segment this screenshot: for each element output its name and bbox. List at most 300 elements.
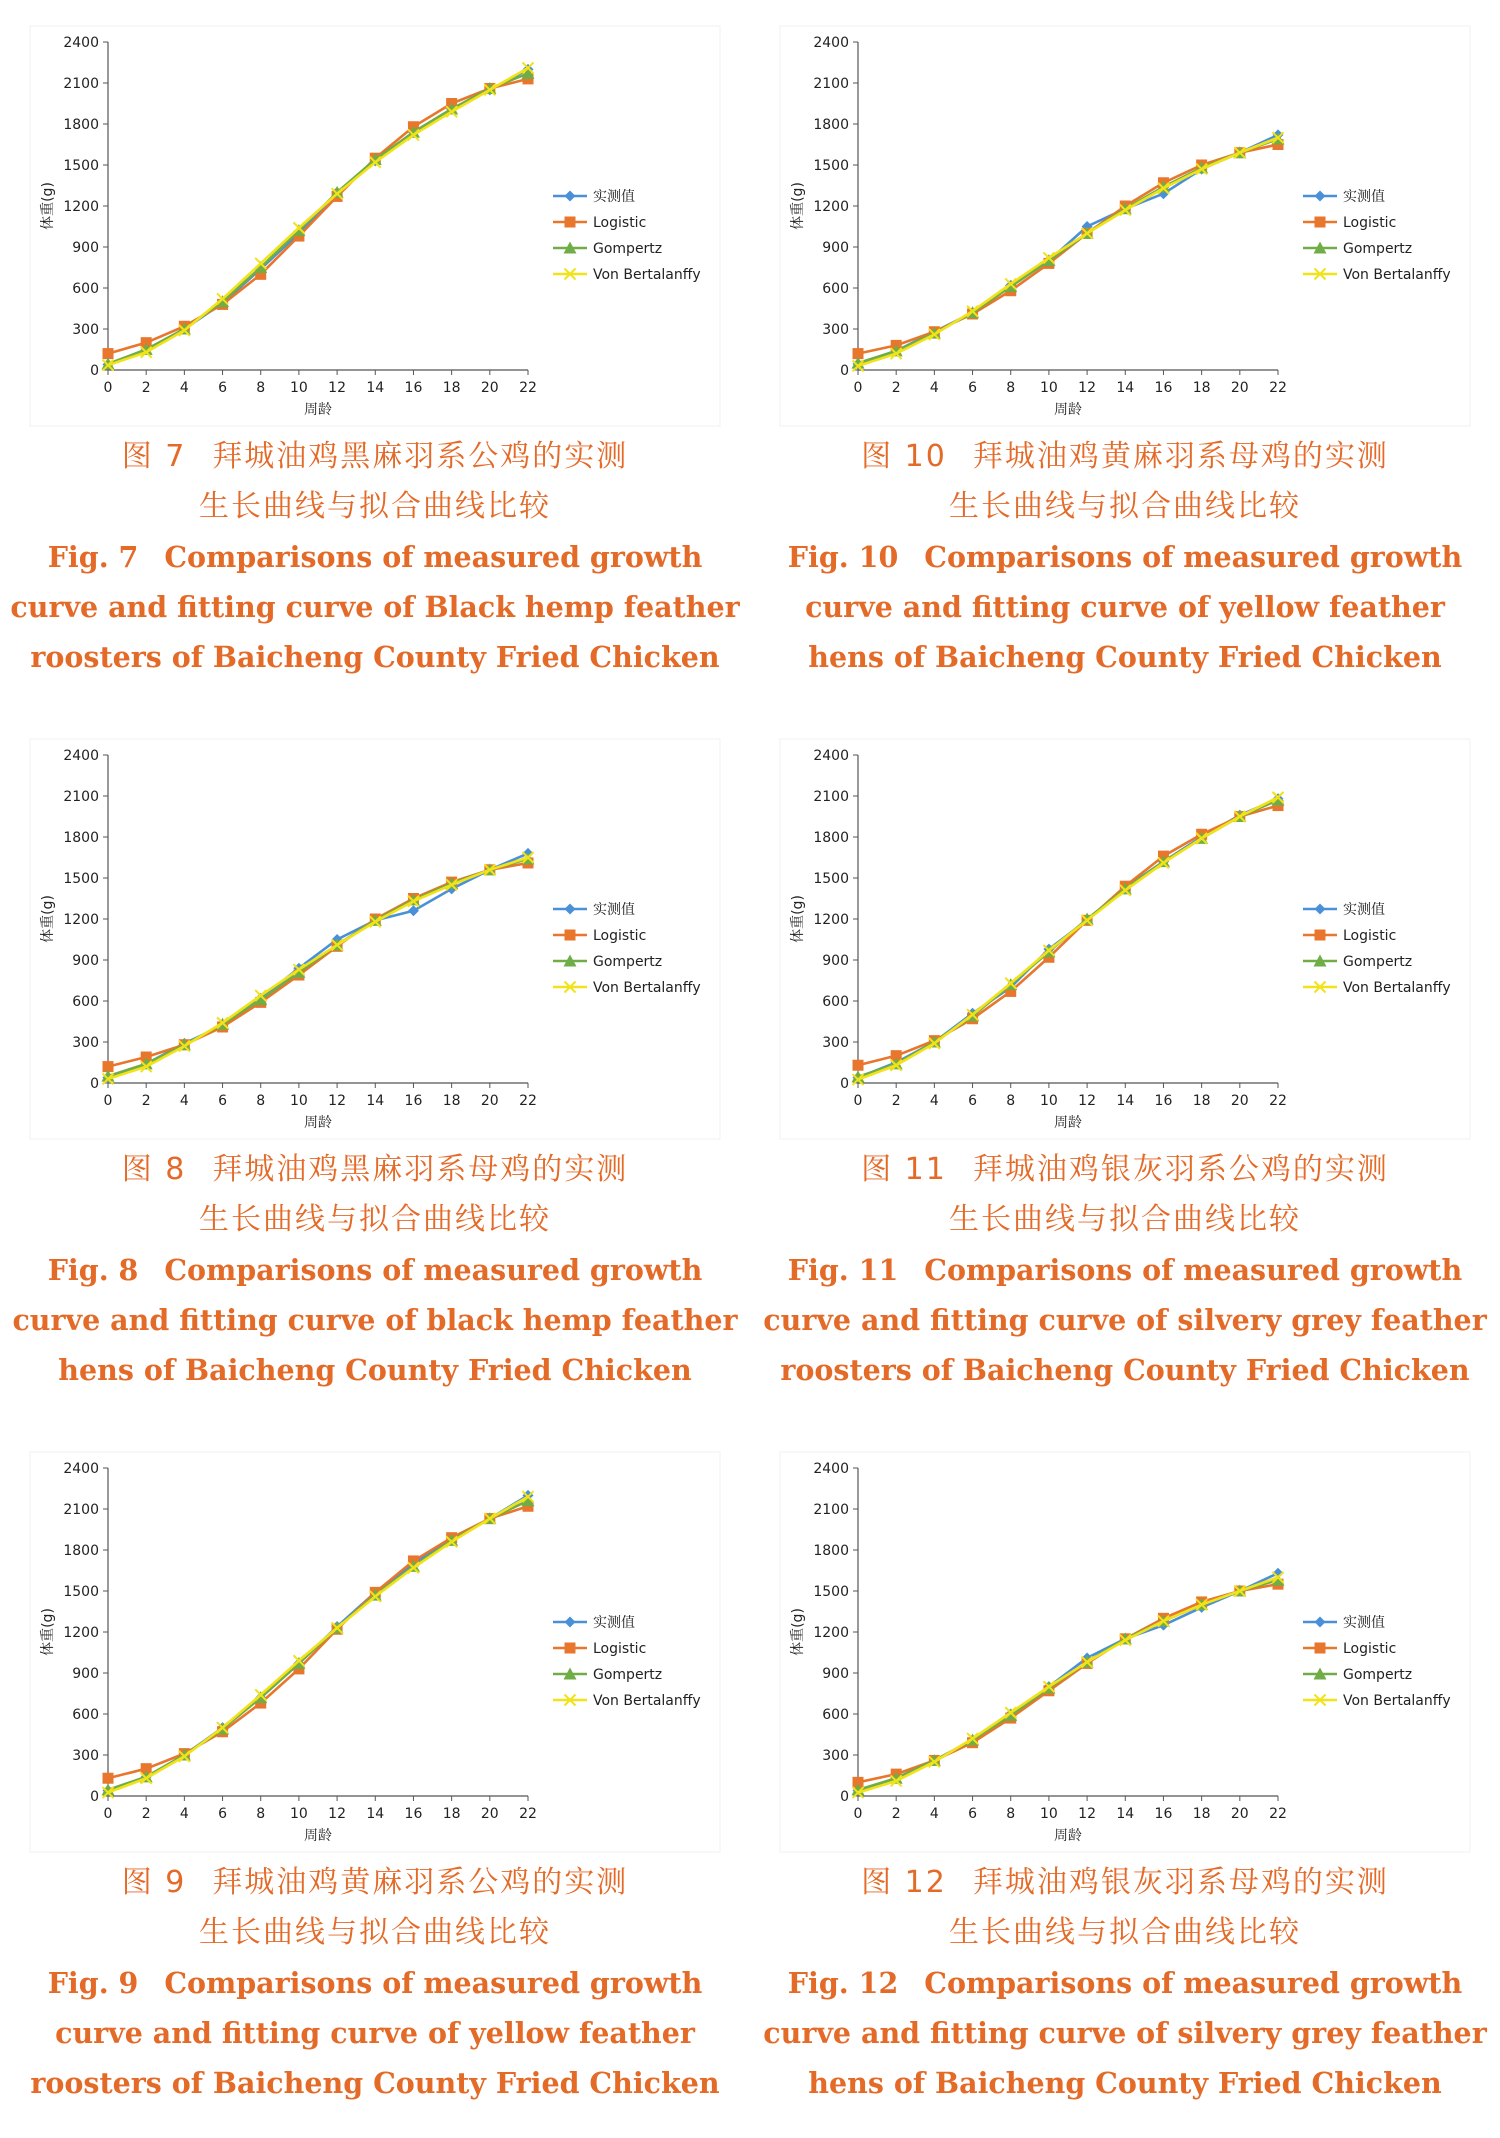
series-line: [858, 145, 1278, 354]
series-group: [103, 73, 534, 359]
growth-chart-fig7: [0, 0, 750, 432]
caption-en-line1: [0, 1958, 750, 2008]
x-axis-label: 周龄: [304, 1828, 332, 1844]
legend-label: Logistic: [1343, 1641, 1397, 1657]
caption-fig9: [0, 1858, 750, 2108]
y-axis-label: 体重(g): [790, 1608, 806, 1656]
legend-marker: [565, 1617, 576, 1628]
series-line: [108, 863, 528, 1067]
x-tick-label: 8: [1006, 1093, 1016, 1109]
caption-en-line1: [750, 532, 1500, 582]
legend-label: Logistic: [1343, 215, 1397, 231]
x-axis-label: 周龄: [1054, 1828, 1082, 1844]
caption-cn-line2: 生长曲线与拟合曲线比较: [949, 489, 1301, 524]
caption-en-line3: hens of Baicheng County Fried Chicken: [58, 1353, 692, 1387]
caption-en-number: Fig. 12: [787, 1966, 899, 2000]
x-tick-label: 18: [1192, 380, 1211, 396]
series-line: [108, 1497, 528, 1793]
x-tick-label: 8: [256, 380, 266, 396]
legend-marker: [1315, 217, 1326, 228]
x-tick-label: 6: [968, 380, 978, 396]
y-tick-label: 900: [822, 240, 849, 256]
caption-cn-title: 拜城油鸡黄麻羽系公鸡的实测: [212, 1865, 629, 1900]
caption-cn-title: 拜城油鸡黄麻羽系母鸡的实测: [972, 439, 1389, 474]
legend-item: [553, 1641, 646, 1657]
caption-en-line2: curve and fitting curve of silvery grey feather: [763, 1303, 1487, 1337]
legend-marker: [1315, 904, 1326, 915]
caption-en-line3: hens of Baicheng County Fried Chicken: [808, 2066, 1442, 2100]
caption-en-title: Comparisons of measured growth: [924, 1966, 1463, 2000]
x-tick-label: 22: [1269, 1806, 1287, 1822]
y-tick-label: 1500: [63, 158, 99, 174]
legend-item: [553, 901, 635, 918]
caption-cn-line1: [750, 432, 1500, 482]
caption-cn-line2: 生长曲线与拟合曲线比较: [949, 1915, 1301, 1950]
series-line: [858, 139, 1278, 363]
caption-cn-number: 图 12: [861, 1865, 947, 1900]
legend-label: Von Bertalanffy: [593, 267, 701, 283]
legend-item: [1303, 1667, 1412, 1683]
caption-cn-number: 图 11: [861, 1152, 947, 1187]
x-tick-label: 8: [256, 1806, 266, 1822]
x-tick-label: 10: [289, 380, 308, 396]
legend-label: Gompertz: [593, 1667, 663, 1683]
y-tick-label: 1800: [63, 1543, 99, 1559]
x-tick-label: 12: [328, 1093, 347, 1109]
x-tick-label: 22: [519, 1093, 537, 1109]
x-tick-label: 14: [366, 380, 385, 396]
caption-en-line3: roosters of Baicheng County Fried Chicken: [30, 640, 720, 674]
x-tick-label: 16: [404, 1093, 423, 1109]
series-group: [853, 1572, 1284, 1798]
x-tick-label: 10: [1039, 1806, 1058, 1822]
legend-item: [1303, 1693, 1451, 1709]
x-tick-label: 18: [442, 380, 461, 396]
x-tick-label: 20: [1230, 1093, 1249, 1109]
y-tick-label: 1500: [813, 871, 849, 887]
y-tick-label: 2100: [813, 1502, 849, 1518]
x-tick-label: 4: [179, 1093, 189, 1109]
x-tick-label: 6: [218, 1806, 228, 1822]
figure-panel-fig10: [750, 0, 1500, 712]
x-tick-label: 20: [1230, 380, 1249, 396]
series-line: [858, 1577, 1278, 1792]
y-tick-label: 900: [72, 953, 99, 969]
x-tick-label: 4: [929, 1093, 939, 1109]
figure-panel-fig11: [750, 713, 1500, 1425]
legend-marker: [1315, 930, 1326, 941]
caption-cn-number: 图 10: [861, 439, 947, 474]
x-tick-label: 12: [1078, 380, 1097, 396]
x-tick-label: 10: [1039, 1093, 1058, 1109]
y-tick-label: 900: [822, 953, 849, 969]
x-tick-label: 4: [929, 1806, 939, 1822]
legend-label: 实测值: [593, 1615, 635, 1631]
caption-en-title: Comparisons of measured growth: [164, 540, 703, 574]
legend-item: [553, 928, 646, 944]
caption-cn-line1: [0, 1145, 750, 1195]
caption-en-number: Fig. 11: [787, 1253, 899, 1287]
x-tick-label: 14: [1116, 1806, 1135, 1822]
y-tick-label: 300: [822, 1035, 849, 1051]
legend-label: Von Bertalanffy: [593, 1693, 701, 1709]
legend-item: [553, 1693, 701, 1709]
figure-panel-fig7: [0, 0, 750, 712]
legend-item: [1303, 241, 1412, 257]
caption-cn-title: 拜城油鸡银灰羽系母鸡的实测: [972, 1865, 1389, 1900]
y-tick-label: 1800: [63, 117, 99, 133]
legend-label: Gompertz: [1343, 954, 1413, 970]
legend-label: 实测值: [1343, 902, 1385, 918]
y-tick-label: 1200: [813, 1625, 849, 1641]
y-tick-label: 1200: [63, 199, 99, 215]
y-tick-label: 600: [822, 994, 849, 1010]
y-tick-label: 1500: [63, 1584, 99, 1600]
caption-fig12: [750, 1858, 1500, 2108]
legend-label: Logistic: [593, 928, 647, 944]
x-tick-label: 4: [179, 380, 189, 396]
x-tick-label: 10: [289, 1093, 308, 1109]
caption-en-title: Comparisons of measured growth: [924, 540, 1463, 574]
x-tick-label: 2: [141, 1806, 151, 1822]
y-tick-label: 300: [822, 322, 849, 338]
y-tick-label: 2400: [63, 1461, 99, 1477]
legend-item: [553, 1667, 662, 1683]
legend-item: [1303, 980, 1451, 996]
legend-label: 实测值: [593, 189, 635, 205]
series-line: [108, 1506, 528, 1778]
x-tick-label: 2: [891, 380, 901, 396]
y-tick-label: 1800: [813, 117, 849, 133]
y-tick-label: 0: [840, 1789, 849, 1805]
x-tick-label: 12: [328, 380, 347, 396]
x-tick-label: 2: [141, 380, 151, 396]
caption-en-line3: hens of Baicheng County Fried Chicken: [808, 640, 1442, 674]
legend-item: [1303, 267, 1451, 283]
legend-marker: [1315, 1617, 1326, 1628]
growth-chart-fig8: [0, 713, 750, 1145]
y-axis-label: 体重(g): [40, 895, 56, 943]
y-tick-label: 300: [72, 1035, 99, 1051]
legend-label: Logistic: [593, 1641, 647, 1657]
series-group: [852, 1574, 1285, 1796]
legend-label: 实测值: [1343, 189, 1385, 205]
x-tick-label: 22: [1269, 1093, 1287, 1109]
legend-item: [553, 980, 701, 996]
caption-en-title: Comparisons of measured growth: [924, 1253, 1463, 1287]
series-group: [102, 67, 535, 369]
y-tick-label: 600: [822, 1707, 849, 1723]
y-tick-label: 600: [72, 1707, 99, 1723]
figure-panel-fig9: [0, 1426, 750, 2138]
x-tick-label: 10: [1039, 380, 1058, 396]
data-point: [408, 905, 419, 916]
x-tick-label: 18: [442, 1093, 461, 1109]
x-axis-label: 周龄: [304, 1115, 332, 1131]
figure-panel-fig12: [750, 1426, 1500, 2138]
x-tick-label: 2: [141, 1093, 151, 1109]
caption-en-line1: [0, 532, 750, 582]
y-tick-label: 1200: [63, 912, 99, 928]
series-line: [108, 858, 528, 1079]
y-tick-label: 1800: [63, 830, 99, 846]
y-tick-label: 2400: [63, 35, 99, 51]
x-tick-label: 14: [366, 1093, 385, 1109]
legend-item: [1303, 1641, 1396, 1657]
growth-chart-fig12: [750, 1426, 1500, 1858]
x-tick-label: 20: [1230, 1806, 1249, 1822]
series-group: [853, 1568, 1284, 1796]
y-tick-label: 1500: [813, 158, 849, 174]
caption-en-line3: roosters of Baicheng County Fried Chicken: [30, 2066, 720, 2100]
y-axis-label: 体重(g): [40, 1608, 56, 1656]
caption-cn-title: 拜城油鸡黑麻羽系公鸡的实测: [212, 439, 629, 474]
growth-chart-fig9: [0, 1426, 750, 1858]
x-tick-label: 12: [1078, 1093, 1097, 1109]
x-tick-label: 12: [328, 1806, 347, 1822]
x-tick-label: 8: [256, 1093, 266, 1109]
caption-en-line2: curve and fitting curve of silvery grey feather: [763, 2016, 1487, 2050]
x-tick-label: 20: [480, 1806, 499, 1822]
y-tick-label: 0: [840, 1076, 849, 1092]
y-tick-label: 300: [72, 322, 99, 338]
legend-label: Logistic: [1343, 928, 1397, 944]
caption-fig11: [750, 1145, 1500, 1395]
legend-label: Von Bertalanffy: [1343, 1693, 1451, 1709]
x-tick-label: 14: [1116, 380, 1135, 396]
y-tick-label: 300: [72, 1748, 99, 1764]
caption-en-line1: [750, 1245, 1500, 1295]
y-axis-label: 体重(g): [790, 895, 806, 943]
x-tick-label: 2: [891, 1093, 901, 1109]
legend-label: Gompertz: [593, 954, 663, 970]
caption-fig10: [750, 432, 1500, 682]
y-tick-label: 900: [822, 1666, 849, 1682]
x-tick-label: 0: [853, 1093, 863, 1109]
legend-label: 实测值: [593, 902, 635, 918]
caption-cn-line2: 生长曲线与拟合曲线比较: [199, 489, 551, 524]
y-tick-label: 1200: [813, 199, 849, 215]
x-tick-label: 16: [1154, 1806, 1173, 1822]
legend-label: Logistic: [593, 215, 647, 231]
x-tick-label: 22: [519, 1806, 537, 1822]
x-tick-label: 0: [853, 1806, 863, 1822]
y-tick-label: 1200: [813, 912, 849, 928]
x-axis-label: 周龄: [1054, 402, 1082, 418]
series-group: [853, 132, 1284, 371]
y-tick-label: 900: [72, 1666, 99, 1682]
legend-marker: [565, 1643, 576, 1654]
caption-en-line1: [750, 1958, 1500, 2008]
legend-marker: [1315, 191, 1326, 202]
caption-cn-line1: [750, 1858, 1500, 1908]
y-tick-label: 1800: [813, 830, 849, 846]
y-axis-label: 体重(g): [790, 182, 806, 230]
data-point: [853, 1060, 864, 1071]
y-tick-label: 2100: [813, 76, 849, 92]
x-tick-label: 0: [103, 1093, 113, 1109]
legend-label: Gompertz: [1343, 1667, 1413, 1683]
x-tick-label: 6: [218, 380, 228, 396]
x-axis-label: 周龄: [1054, 1115, 1082, 1131]
y-tick-label: 1800: [813, 1543, 849, 1559]
caption-en-line2: curve and fitting curve of yellow feather: [55, 2016, 695, 2050]
x-tick-label: 14: [1116, 1093, 1135, 1109]
x-tick-label: 16: [404, 380, 423, 396]
x-tick-label: 22: [519, 380, 537, 396]
legend-item: [553, 215, 646, 231]
caption-cn-title: 拜城油鸡银灰羽系公鸡的实测: [972, 1152, 1389, 1187]
legend-item: [1303, 188, 1385, 205]
caption-cn-number: 图 9: [121, 1865, 187, 1900]
caption-en-number: Fig. 8: [47, 1253, 139, 1287]
legend-item: [1303, 928, 1396, 944]
y-tick-label: 2400: [813, 1461, 849, 1477]
series-line: [858, 1580, 1278, 1790]
legend-item: [1303, 901, 1385, 918]
series-line: [108, 79, 528, 354]
series-group: [102, 852, 535, 1081]
legend-item: [553, 267, 701, 283]
caption-en-line3: roosters of Baicheng County Fried Chicken: [780, 1353, 1470, 1387]
legend-item: [1303, 1614, 1385, 1631]
series-group: [103, 848, 534, 1083]
y-tick-label: 2100: [63, 789, 99, 805]
growth-chart-fig10: [750, 0, 1500, 432]
legend-label: Von Bertalanffy: [1343, 267, 1451, 283]
x-axis-label: 周龄: [304, 402, 332, 418]
caption-en-line2: curve and fitting curve of black hemp feather: [12, 1303, 738, 1337]
growth-chart-fig11: [750, 713, 1500, 1145]
legend-item: [553, 188, 635, 205]
y-tick-label: 2100: [63, 1502, 99, 1518]
y-tick-label: 2100: [63, 76, 99, 92]
y-tick-label: 900: [72, 240, 99, 256]
y-tick-label: 0: [90, 1789, 99, 1805]
y-tick-label: 2100: [813, 789, 849, 805]
series-group: [103, 857, 534, 1072]
legend-item: [1303, 954, 1412, 970]
series-group: [853, 139, 1284, 359]
series-line: [108, 859, 528, 1076]
caption-cn-number: 图 7: [121, 439, 187, 474]
legend-item: [553, 241, 662, 257]
x-tick-label: 6: [968, 1806, 978, 1822]
x-tick-label: 12: [1078, 1806, 1097, 1822]
series-group: [103, 1491, 534, 1798]
y-tick-label: 600: [72, 994, 99, 1010]
series-line: [858, 138, 1278, 366]
x-tick-label: 18: [1192, 1806, 1211, 1822]
y-tick-label: 2400: [63, 748, 99, 764]
series-line: [858, 1584, 1278, 1782]
legend-label: Gompertz: [1343, 241, 1413, 257]
x-tick-label: 6: [968, 1093, 978, 1109]
series-line: [108, 73, 528, 363]
y-axis-label: 体重(g): [40, 182, 56, 230]
legend-item: [553, 954, 662, 970]
x-tick-label: 16: [1154, 380, 1173, 396]
legend-marker: [565, 191, 576, 202]
series-group: [853, 1579, 1284, 1788]
y-tick-label: 2400: [813, 35, 849, 51]
y-tick-label: 1500: [63, 871, 99, 887]
caption-cn-number: 图 8: [121, 1152, 187, 1187]
x-tick-label: 16: [404, 1806, 423, 1822]
x-tick-label: 4: [929, 380, 939, 396]
legend-marker: [565, 217, 576, 228]
x-tick-label: 0: [103, 380, 113, 396]
legend-item: [553, 1614, 635, 1631]
caption-cn-line2: 生长曲线与拟合曲线比较: [199, 1202, 551, 1237]
caption-cn-line1: [0, 1858, 750, 1908]
x-tick-label: 18: [1192, 1093, 1211, 1109]
legend-marker: [565, 904, 576, 915]
figure-panel-fig8: [0, 713, 750, 1425]
y-tick-label: 600: [72, 281, 99, 297]
caption-en-number: Fig. 9: [47, 1966, 139, 2000]
caption-en-line1: [0, 1245, 750, 1295]
legend-label: 实测值: [1343, 1615, 1385, 1631]
x-tick-label: 8: [1006, 1806, 1016, 1822]
series-group: [852, 133, 1285, 369]
x-tick-label: 4: [179, 1806, 189, 1822]
series-line: [108, 853, 528, 1077]
y-tick-label: 600: [822, 281, 849, 297]
x-tick-label: 6: [218, 1093, 228, 1109]
legend-marker: [565, 930, 576, 941]
caption-cn-line1: [750, 1145, 1500, 1195]
x-tick-label: 20: [480, 1093, 499, 1109]
y-tick-label: 0: [840, 363, 849, 379]
x-tick-label: 2: [891, 1806, 901, 1822]
x-tick-label: 0: [853, 380, 863, 396]
caption-en-line2: curve and fitting curve of Black hemp feather: [10, 590, 740, 624]
legend-label: Von Bertalanffy: [593, 980, 701, 996]
y-tick-label: 0: [90, 363, 99, 379]
caption-en-number: Fig. 7: [47, 540, 139, 574]
caption-fig8: [0, 1145, 750, 1395]
caption-cn-line1: [0, 432, 750, 482]
x-tick-label: 22: [1269, 380, 1287, 396]
caption-en-title: Comparisons of measured growth: [164, 1966, 703, 2000]
legend-label: Von Bertalanffy: [1343, 980, 1451, 996]
legend-item: [1303, 215, 1396, 231]
series-line: [858, 1573, 1278, 1790]
x-tick-label: 20: [480, 380, 499, 396]
caption-fig7: [0, 432, 750, 682]
x-tick-label: 16: [1154, 1093, 1173, 1109]
x-tick-label: 0: [103, 1806, 113, 1822]
y-tick-label: 300: [822, 1748, 849, 1764]
data-point: [103, 1773, 114, 1784]
caption-cn-line2: 生长曲线与拟合曲线比较: [199, 1915, 551, 1950]
x-tick-label: 8: [1006, 380, 1016, 396]
x-tick-label: 10: [289, 1806, 308, 1822]
x-tick-label: 18: [442, 1806, 461, 1822]
legend-marker: [1315, 1643, 1326, 1654]
caption-en-number: Fig. 10: [787, 540, 899, 574]
caption-en-title: Comparisons of measured growth: [164, 1253, 703, 1287]
caption-cn-line2: 生长曲线与拟合曲线比较: [949, 1202, 1301, 1237]
series-group: [103, 1501, 534, 1784]
caption-en-line2: curve and fitting curve of yellow feather: [805, 590, 1445, 624]
caption-cn-title: 拜城油鸡黑麻羽系母鸡的实测: [212, 1152, 629, 1187]
y-tick-label: 0: [90, 1076, 99, 1092]
y-tick-label: 1500: [813, 1584, 849, 1600]
x-tick-label: 14: [366, 1806, 385, 1822]
legend-label: Gompertz: [593, 241, 663, 257]
